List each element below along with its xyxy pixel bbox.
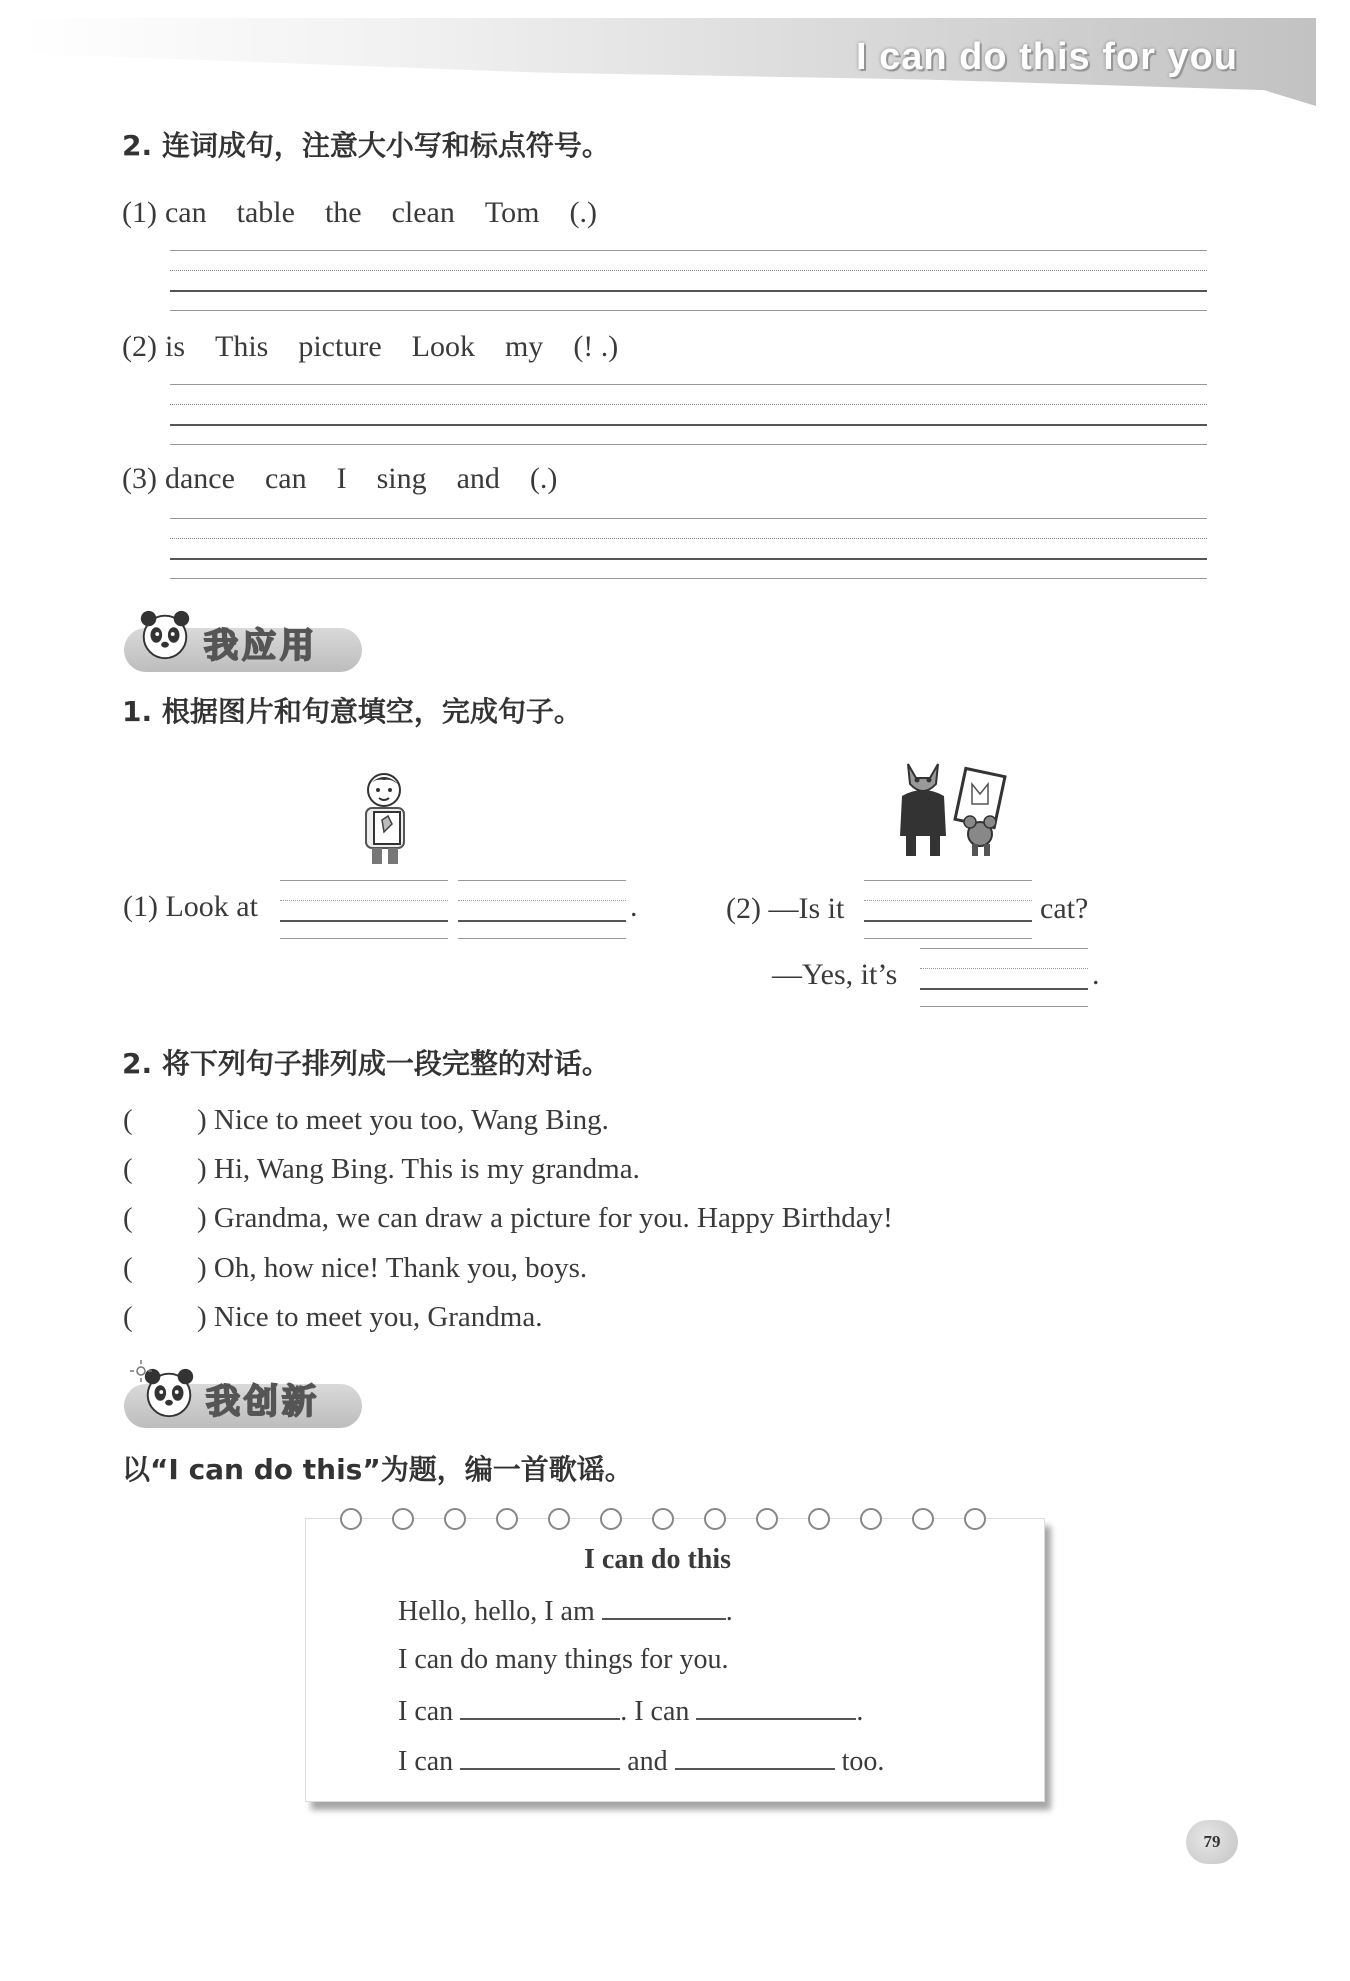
poem-text: . xyxy=(856,1696,864,1727)
sun-icon xyxy=(130,1360,152,1382)
word: Look xyxy=(411,330,475,363)
word: I xyxy=(336,462,347,495)
poem-text: . xyxy=(725,1596,733,1627)
punctuation-hint: (.) xyxy=(569,196,597,229)
word: can xyxy=(164,196,207,229)
word: Tom xyxy=(484,196,540,229)
poem-title: I can do this xyxy=(584,1544,732,1575)
dialogue-line xyxy=(123,1153,640,1186)
exercise-item-3 xyxy=(122,462,587,496)
fill-blank-2b[interactable] xyxy=(920,948,1088,1008)
order-bracket[interactable]: ( xyxy=(123,1301,133,1333)
boy-with-picture-illustration xyxy=(346,768,416,868)
dialogue-line xyxy=(123,1104,609,1137)
section-heading-compose-rhyme: 以“I can do this”为题，编一首歌谣。 xyxy=(122,1453,633,1486)
order-bracket[interactable]: ( xyxy=(123,1153,133,1185)
dialogue-text: ) Oh, how nice! Thank you, boys. xyxy=(197,1252,588,1284)
word: dance xyxy=(164,462,235,495)
fill-blank-2a[interactable] xyxy=(864,880,1032,940)
word: is xyxy=(164,330,185,363)
fill-item-2-answer-prefix: —Yes, it’s xyxy=(772,958,898,991)
poem-blank[interactable] xyxy=(602,1594,726,1620)
section-tag-apply-label: 我应用 xyxy=(204,626,318,666)
cat-and-mouse-illustration xyxy=(888,754,1018,864)
section-heading-word-order: 2. 连词成句，注意大小写和标点符号。 xyxy=(122,129,610,162)
punctuation-hint: (! .) xyxy=(573,330,619,363)
fill-item-1-period: . xyxy=(630,890,638,923)
poem-text: I can xyxy=(398,1746,454,1777)
fill-item-2-suffix: cat? xyxy=(1040,892,1089,925)
dialogue-line xyxy=(123,1202,893,1235)
notebook-rings xyxy=(340,1508,1000,1532)
dialogue-text: ) Grandma, we can draw a picture for you. Happy Birthday! xyxy=(197,1202,893,1234)
poem-text: I can xyxy=(398,1696,454,1727)
poem-text: too. xyxy=(841,1746,885,1777)
fill-item-2-answer-period: . xyxy=(1092,958,1100,991)
fill-blank-1b[interactable] xyxy=(458,880,626,940)
dialogue-text: ) Nice to meet you too, Wang Bing. xyxy=(197,1104,609,1136)
dialogue-text: ) Nice to meet you, Grandma. xyxy=(197,1301,543,1333)
poem-blank[interactable] xyxy=(460,1694,620,1720)
fill-item-1-prefix: (1) Look at xyxy=(123,890,258,923)
writing-guide-3[interactable] xyxy=(170,518,1207,582)
word: table xyxy=(236,196,295,229)
panda-icon xyxy=(136,606,194,664)
section-heading-fill-blanks: 1. 根据图片和句意填空，完成句子。 xyxy=(122,695,582,728)
poem-blank[interactable] xyxy=(696,1694,856,1720)
poem-line-3 xyxy=(398,1694,863,1728)
word: and xyxy=(456,462,500,495)
fill-item-2-prefix: (2) —Is it xyxy=(726,892,845,925)
section-tag-create-label: 我创新 xyxy=(206,1382,320,1422)
poem-text: . I can xyxy=(620,1696,690,1727)
poem-blank[interactable] xyxy=(460,1744,620,1770)
word: the xyxy=(324,196,362,229)
order-bracket[interactable]: ( xyxy=(123,1252,133,1284)
word: my xyxy=(504,330,544,363)
poem-blank[interactable] xyxy=(675,1744,835,1770)
dialogue-text: ) Hi, Wang Bing. This is my grandma. xyxy=(197,1153,640,1185)
item-number: (2) xyxy=(122,330,157,363)
dialogue-line xyxy=(123,1252,587,1285)
punctuation-hint: (.) xyxy=(529,462,558,495)
word: This xyxy=(215,330,269,363)
poem-line-4 xyxy=(398,1744,884,1778)
word: clean xyxy=(391,196,455,229)
word: picture xyxy=(298,330,382,363)
order-bracket[interactable]: ( xyxy=(123,1202,133,1234)
poem-line-2: I can do many things for you. xyxy=(398,1644,729,1675)
exercise-item-2 xyxy=(122,330,648,364)
item-number: (1) xyxy=(122,196,157,229)
poem-text: and xyxy=(627,1746,668,1777)
word: can xyxy=(264,462,307,495)
section-heading-dialogue-order: 2. 将下列句子排列成一段完整的对话。 xyxy=(122,1047,610,1080)
order-bracket[interactable]: ( xyxy=(123,1104,133,1136)
item-number: (3) xyxy=(122,462,157,495)
dialogue-line xyxy=(123,1301,542,1334)
fill-blank-1a[interactable] xyxy=(280,880,448,940)
writing-guide-2[interactable] xyxy=(170,384,1207,448)
banner-title: I can do this for you xyxy=(855,36,1238,78)
page-number: 79 xyxy=(1186,1820,1238,1864)
poem-text: Hello, hello, I am xyxy=(398,1596,595,1627)
poem-line-1 xyxy=(398,1594,733,1628)
writing-guide-1[interactable] xyxy=(170,250,1207,314)
word: sing xyxy=(376,462,427,495)
exercise-item-1 xyxy=(122,196,627,230)
